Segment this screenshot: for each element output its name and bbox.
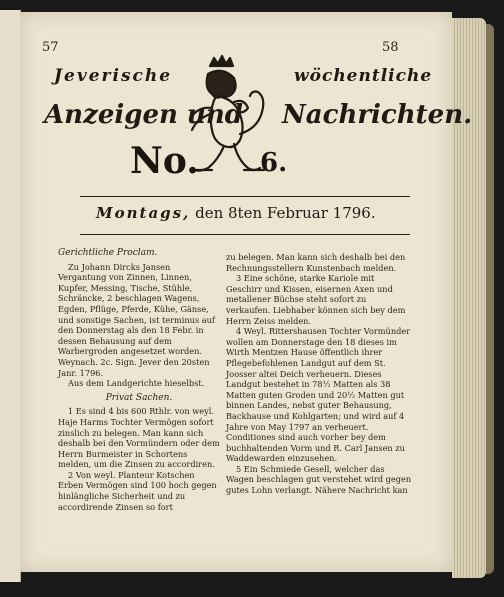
dateline-date: den 8ten Februar 1796. [195,204,376,222]
left-heading-proclam: Gerichtliche Proclam. [58,248,158,258]
divider-top [80,196,410,197]
book-binding [0,10,21,582]
book-cover-edge [486,24,494,574]
masthead-line1-right: wöchentliche [294,66,433,86]
left-paragraph-2: 1 Es sind 4 bis 600 Rthlr. von weyl. Haje Harms Tochter Vermögen sofort zinslich zu belegen. Man kann sich deshalb bei den Vormündern oder dem Herrn Burmeister in Schortens melden, um die Zinsen zu accordiren. [58,406,220,470]
right-column [226,252,412,496]
left-signature: Aus dem Landgerichte hieselbst. [68,378,205,389]
page-number-left: 57 [42,40,59,55]
left-column [58,248,220,512]
issue-number-label: No. [130,140,199,182]
dateline [96,204,376,222]
page-number-right: 58 [382,40,399,55]
newspaper-page [20,12,473,572]
masthead-line2-left: Anzeigen und [44,100,243,130]
right-paragraph-0: zu belegen. Man kann sich deshalb bei den Rechnungsstellern Kunstenbach melden. [226,252,406,273]
left-paragraph-3: 2 Von weyl. Planteur Kotschen Erben Vermögen sind 100 hoch gegen hinlängliche Sicherheit und zu accordirende Zinsen so fort [58,469,217,512]
dateline-day: Montags, [96,204,191,222]
right-paragraph-3: 5 Ein Schmiede Gesell, welcher das Wagen beschlagen gut verstehet wird gegen gutes Lohn verlangt. Nähere Nachricht kan [226,463,412,496]
right-paragraph-1: 3 Eine schöne, starke Kariole mit Geschirr und Kissen, eisernen Axen und metallener Büchse steht sofort zu verkaufen. Liebhaber können sich bey dem Herrn Zeiss melden. [226,273,406,326]
issue-number-value: 6. [260,148,288,178]
masthead-line1-left: Jeverische [54,66,173,86]
right-paragraph-2: 4 Weyl. Rittershausen Tochter Vormünder wollen am Donnerstage den 18 dieses im Wirth Mentzen Hause öffentlich ihrer Pflegebefohlenen Landgut auf dem St. Joosser altei Deich verheuern. Dieses Landgut bestehet in 78½ Matten als 38 Matten guten Groden und 20½ Matten gut binnen Landes, nebst guter Behausung, Backhause und Kohlgarten; und wird auf 4 Jahre von May 1797 an verheuert. Conditiones sind auch vorher bey dem buchhaltenden Vorm und R. Carl Jansen zu Waddewarden einzusehen. [226,326,411,464]
left-paragraph-1: Zu Johann Dircks Jansen Vergantung von Zinnen, Linnen, Kupfer, Messing, Tische, Stühle, Schräncke, 2 beschlagen Wagens, Egden, Pflüge, Pferde, Kühe, Gänse, und sonstige Sachen, ist terminus auf den Donnerstag als den 18 Febr. in dessen Behausung auf dem Warbergroden angesetzet worden. Weynach. 2c. Sign. Jever den 20sten Janr. 1796. [58,261,215,378]
left-heading-private: Privat Sachen. [105,392,173,403]
masthead-line2-right: Nachrichten. [282,100,473,130]
divider-bottom [80,234,410,235]
